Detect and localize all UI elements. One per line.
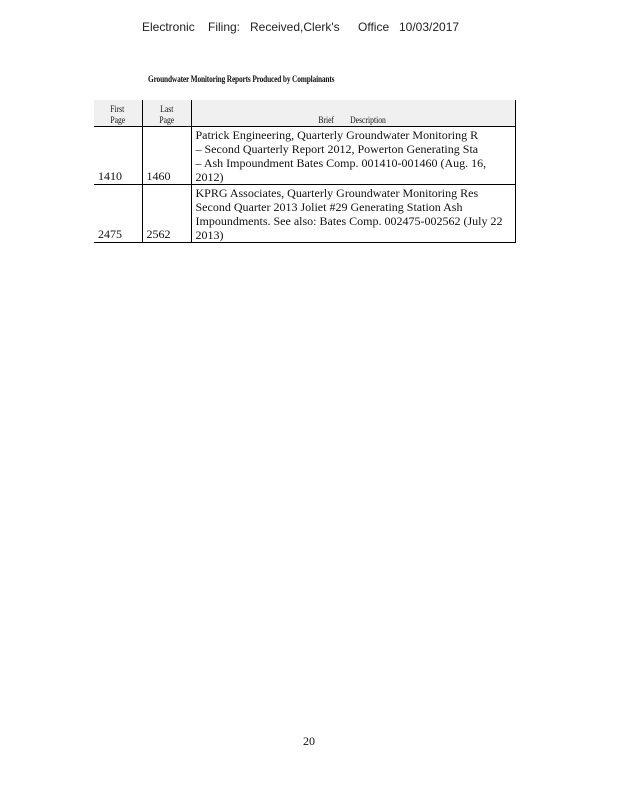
table-row <box>94 127 515 185</box>
header-electronic: Electronic <box>142 20 195 34</box>
description-line: 2013) <box>195 228 224 242</box>
table-title: Groundwater Monitoring Reports Produced by Complainants <box>148 74 335 84</box>
reports-table <box>94 100 516 243</box>
page-number: 20 <box>303 734 315 748</box>
row-description <box>191 185 515 243</box>
table-header-row <box>94 100 515 127</box>
description-line: 2012) <box>195 170 224 184</box>
header-date: 10/03/2017 <box>399 20 460 34</box>
description-line: – Second Quarterly Report 2012, Powerton Generating Sta <box>195 142 479 156</box>
first-page-label-2: Page <box>110 115 126 125</box>
col-header-description <box>191 100 515 127</box>
description-line: – Ash Impoundment Bates Comp. 001410-001460 (Aug. 16, <box>195 156 487 170</box>
description-line: Second Quarter 2013 Joliet #29 Generating Station Ash <box>195 200 463 214</box>
description-line: Patrick Engineering, Quarterly Groundwater Monitoring R <box>195 128 479 142</box>
header-received-clerks: Received,Clerk's <box>250 20 340 34</box>
row-first-page: 2475 <box>94 185 142 243</box>
header-filing: Filing: <box>208 20 241 34</box>
description-line: KPRG Associates, Quarterly Groundwater Monitoring Res <box>195 186 479 200</box>
row-description <box>191 127 515 185</box>
table-row <box>94 185 515 243</box>
col-header-first-page <box>94 100 142 127</box>
last-page-label-1: Last <box>159 104 174 114</box>
first-page-label-1: First <box>110 104 125 114</box>
last-page-label-2: Page <box>159 115 174 125</box>
filing-stamp-header <box>0 20 618 38</box>
header-office: Office <box>358 20 390 34</box>
row-first-page: 1410 <box>94 127 142 185</box>
row-last-page: 2562 <box>142 185 191 243</box>
description-label-1: Brief <box>318 115 335 125</box>
description-line: Impoundments. See also: Bates Comp. 002475-002562 (July 22 <box>195 214 503 228</box>
row-last-page: 1460 <box>142 127 191 185</box>
col-header-last-page <box>142 100 191 127</box>
description-label-2: Description <box>350 115 386 125</box>
